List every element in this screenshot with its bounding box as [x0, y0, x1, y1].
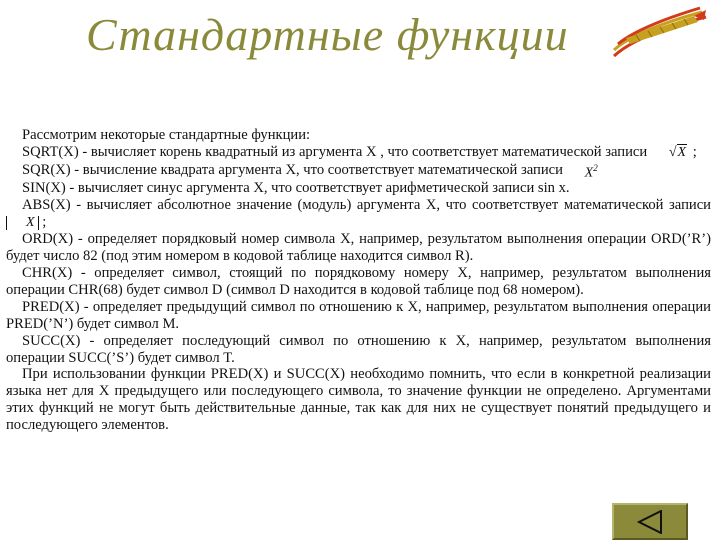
sqrt-paragraph: [6, 144, 711, 161]
abs-formula: X: [6, 216, 39, 230]
slide-title: Стандартные функции: [86, 9, 569, 60]
abs-text: ABS(X) - вычисляет абсолютное значение (модуль) аргумента X, что соответствует математической записи: [22, 197, 711, 214]
slide-body: [6, 127, 711, 434]
intro-paragraph: Рассмотрим некоторые стандартные функции:: [22, 127, 311, 143]
pred-paragraph: PRED(X) - определяет предыдущий символ по отношению к X, например, результатом выполнения операции PRED(’N’) будет символ M.: [6, 298, 711, 332]
note-paragraph: При использовании функции PRED(X) и SUCC(X) необходимо помнить, что если в конкретной реализации языка нет для X предыдущего или последующего символа, то значение функции не определено. Аргументами этих функций не могут быть действительные данные, так как для них не существует понятий предыдущего и последующего элементов.: [6, 366, 711, 434]
sqrt-end: ;: [692, 143, 697, 160]
sin-paragraph: SIN(X) - вычисляет синус аргумента X, что соответствует арифметической записи sin x.: [22, 180, 570, 197]
chr-paragraph: CHR(X) - определяет символ, стоящий по порядковому номеру X, например, результатом выполнения операции CHR(68) будет символ D (символ D находится в кодовой таблице под 68 номером).: [6, 265, 711, 298]
back-triangle-icon: [637, 510, 663, 534]
back-button[interactable]: [612, 503, 688, 540]
sqr-formula-arg: X: [584, 165, 594, 181]
striped-pennant-flag-logo: [606, 4, 710, 60]
sqr-paragraph: [6, 161, 711, 181]
sqr-exponent: 2: [593, 162, 598, 173]
sqrt-formula-arg: X: [677, 144, 687, 160]
abs-end: ;: [42, 214, 47, 231]
ord-paragraph: ORD(X) - определяет порядковый номер символа X, например, результатом выполнения операции ORD(’R’) будет число 82 (под этим номером в кодовой таблице находится символ R).: [6, 231, 711, 265]
abs-paragraph: [6, 197, 711, 231]
sqr-text: SQR(X) - вычисление квадрата аргумента X, что соответствует математической записи: [22, 161, 563, 178]
sqrt-text: SQRT(X) - вычисляет корень квадратный из аргумента X , что соответствует математической записи: [22, 143, 648, 160]
succ-paragraph: SUCC(X) - определяет последующий символ по отношению к X, например, результатом выполнения операции SUCC(’S’) будет символ T.: [6, 332, 711, 366]
sqr-formula: [567, 161, 600, 181]
sqrt-formula: √X: [668, 144, 687, 160]
